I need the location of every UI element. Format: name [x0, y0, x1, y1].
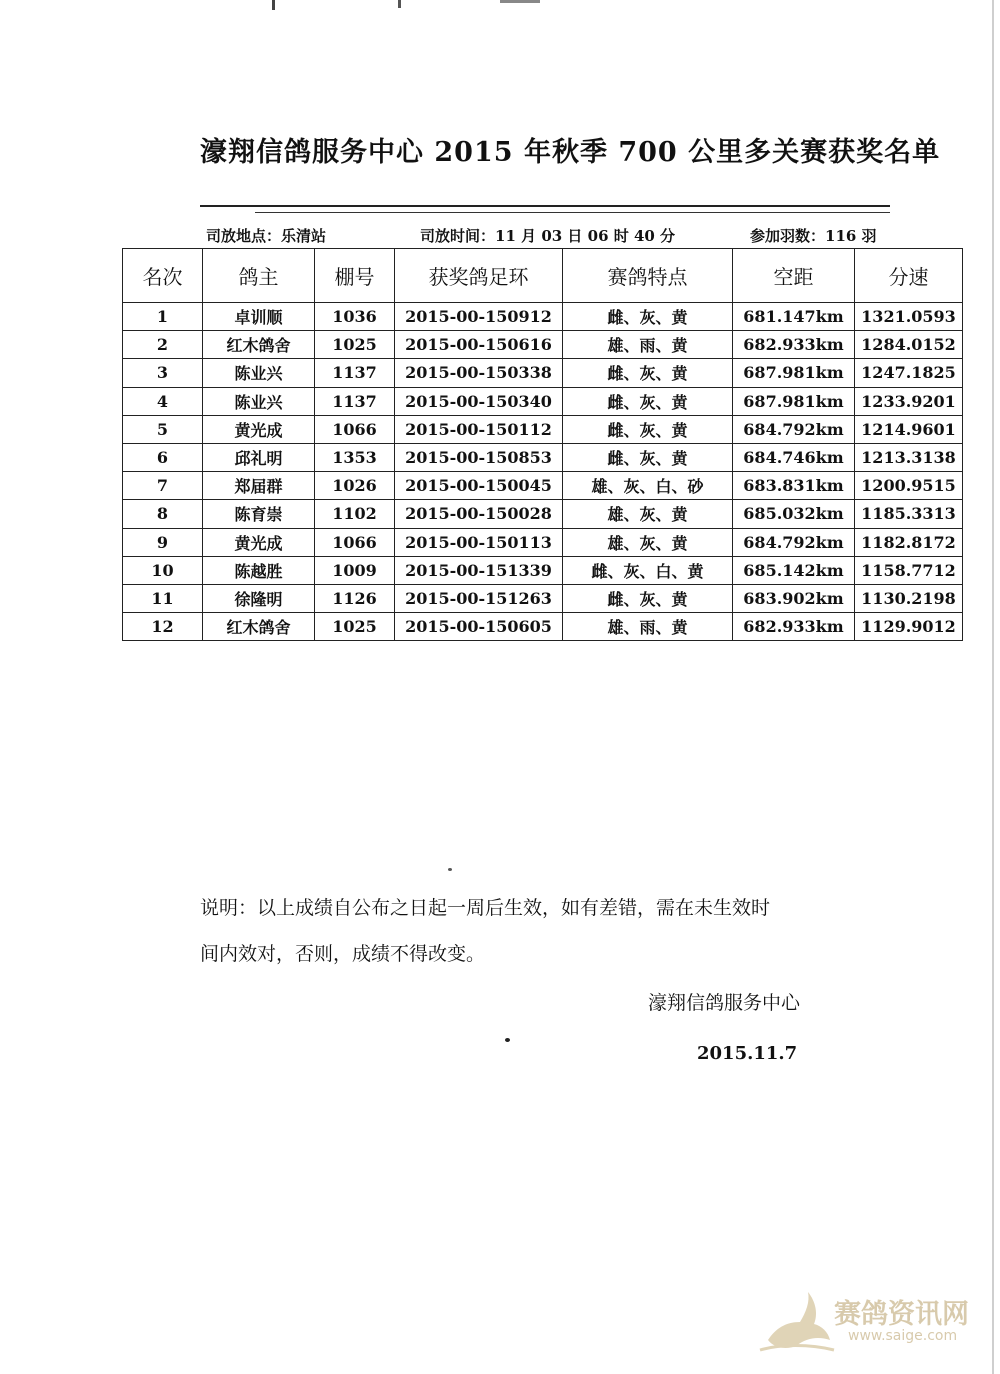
cell-distance: 681.147km: [733, 303, 855, 331]
cell-ring-number: 2015-00-150340: [395, 387, 563, 415]
cell-ring-number: 2015-00-150338: [395, 359, 563, 387]
note-line-1: 说明：以上成绩自公布之日起一周后生效，如有差错，需在未生效时: [200, 897, 771, 919]
cell-rank: 9: [123, 528, 203, 556]
cell-bird-traits: 雌、灰、黄: [563, 387, 733, 415]
cell-ring-number: 2015-00-150028: [395, 500, 563, 528]
table-row: [123, 500, 963, 528]
cell-owner: 徐隆明: [203, 584, 315, 612]
cell-speed: 1185.3313: [855, 500, 963, 528]
cell-rank: 11: [123, 584, 203, 612]
cell-bird-traits: 雄、雨、黄: [563, 331, 733, 359]
note-line-2: 间内效对，否则，成绩不得改变。: [200, 943, 486, 965]
table-row: [123, 613, 963, 641]
cell-bird-traits: 雌、灰、黄: [563, 359, 733, 387]
cell-rank: 12: [123, 613, 203, 641]
table-header-row: [123, 249, 963, 303]
cell-bird-traits: 雄、灰、黄: [563, 528, 733, 556]
release-site: 司放地点：乐清站: [206, 227, 327, 245]
cell-rank: 3: [123, 359, 203, 387]
cell-bird-traits: 雄、雨、黄: [563, 613, 733, 641]
header-ring-number: 获奖鸽足环: [395, 249, 563, 303]
cell-owner: 陈业兴: [203, 359, 315, 387]
header-owner: 鸽主: [203, 249, 315, 303]
table-row: [123, 359, 963, 387]
cell-bird-traits: 雌、灰、黄: [563, 443, 733, 471]
cell-bird-traits: 雌、灰、黄: [563, 584, 733, 612]
cell-rank: 4: [123, 387, 203, 415]
cell-owner: 红木鸽舍: [203, 613, 315, 641]
table-row: [123, 387, 963, 415]
cell-ring-number: 2015-00-150616: [395, 331, 563, 359]
header-loft-number: 棚号: [315, 249, 395, 303]
cell-distance: 687.981km: [733, 387, 855, 415]
table-row: [123, 303, 963, 331]
cell-loft-number: 1036: [315, 303, 395, 331]
cell-speed: 1200.9515: [855, 472, 963, 500]
cell-owner: 邱礼明: [203, 443, 315, 471]
table-row: [123, 584, 963, 612]
cell-speed: 1129.9012: [855, 613, 963, 641]
scan-edge: [992, 0, 994, 1374]
signer: 濠翔信鸽服务中心: [648, 992, 801, 1014]
cell-owner: 红木鸽舍: [203, 331, 315, 359]
cell-distance: 683.831km: [733, 472, 855, 500]
cell-speed: 1158.7712: [855, 556, 963, 584]
cell-loft-number: 1102: [315, 500, 395, 528]
cell-distance: 684.792km: [733, 528, 855, 556]
cell-bird-traits: 雄、灰、黄: [563, 500, 733, 528]
cell-bird-traits: 雌、灰、黄: [563, 415, 733, 443]
cell-rank: 1: [123, 303, 203, 331]
cell-loft-number: 1137: [315, 387, 395, 415]
title-divider: [200, 205, 890, 207]
cell-owner: 黄光成: [203, 415, 315, 443]
table-row: [123, 331, 963, 359]
cell-speed: 1233.9201: [855, 387, 963, 415]
cell-loft-number: 1126: [315, 584, 395, 612]
cell-loft-number: 1066: [315, 528, 395, 556]
table-body: [123, 303, 963, 641]
cell-speed: 1284.0152: [855, 331, 963, 359]
cell-owner: 黄光成: [203, 528, 315, 556]
cell-speed: 1214.9601: [855, 415, 963, 443]
cell-owner: 陈业兴: [203, 387, 315, 415]
cell-distance: 684.746km: [733, 443, 855, 471]
cell-ring-number: 2015-00-150853: [395, 443, 563, 471]
cell-ring-number: 2015-00-150045: [395, 472, 563, 500]
cell-rank: 10: [123, 556, 203, 584]
cell-loft-number: 1009: [315, 556, 395, 584]
release-time: 司放时间：11 月 03 日 06 时 40 分: [420, 227, 676, 245]
note: [200, 885, 900, 977]
cell-speed: 1321.0593: [855, 303, 963, 331]
cell-ring-number: 2015-00-151339: [395, 556, 563, 584]
issue-date: 2015.11.7: [697, 1043, 798, 1064]
cell-bird-traits: 雌、灰、黄: [563, 303, 733, 331]
scan-mark: [500, 0, 540, 3]
cell-loft-number: 1353: [315, 443, 395, 471]
cell-owner: 郑届群: [203, 472, 315, 500]
watermark-name: 赛鸽资讯网: [834, 1299, 969, 1330]
header-speed: 分速: [855, 249, 963, 303]
cell-ring-number: 2015-00-150112: [395, 415, 563, 443]
cell-ring-number: 2015-00-150605: [395, 613, 563, 641]
entry-count: 参加羽数：116 羽: [750, 227, 877, 245]
cell-owner: 卓训顺: [203, 303, 315, 331]
cell-ring-number: 2015-00-150912: [395, 303, 563, 331]
cell-distance: 684.792km: [733, 415, 855, 443]
cell-distance: 685.032km: [733, 500, 855, 528]
header-rank: 名次: [123, 249, 203, 303]
cell-distance: 682.933km: [733, 331, 855, 359]
scan-mark: [272, 0, 275, 10]
scan-mark: [398, 0, 401, 8]
watermark: [756, 1288, 976, 1358]
header-distance: 空距: [733, 249, 855, 303]
cell-loft-number: 1025: [315, 613, 395, 641]
cell-loft-number: 1066: [315, 415, 395, 443]
cell-rank: 2: [123, 331, 203, 359]
scan-speck: [505, 1038, 510, 1042]
cell-speed: 1213.3138: [855, 443, 963, 471]
cell-rank: 5: [123, 415, 203, 443]
watermark-url: www.saige.com: [848, 1328, 958, 1344]
cell-rank: 6: [123, 443, 203, 471]
table-row: [123, 528, 963, 556]
cell-ring-number: 2015-00-151263: [395, 584, 563, 612]
cell-bird-traits: 雌、灰、白、黄: [563, 556, 733, 584]
cell-ring-number: 2015-00-150113: [395, 528, 563, 556]
cell-distance: 685.142km: [733, 556, 855, 584]
cell-distance: 682.933km: [733, 613, 855, 641]
cell-loft-number: 1026: [315, 472, 395, 500]
cell-rank: 7: [123, 472, 203, 500]
cell-owner: 陈育崇: [203, 500, 315, 528]
cell-distance: 683.902km: [733, 584, 855, 612]
title-divider-thin: [255, 212, 890, 213]
pigeon-logo-icon: [756, 1288, 836, 1358]
cell-distance: 687.981km: [733, 359, 855, 387]
table-row: [123, 415, 963, 443]
cell-speed: 1247.1825: [855, 359, 963, 387]
scan-speck: [448, 868, 452, 871]
header-bird-traits: 赛鸽特点: [563, 249, 733, 303]
document-title: 濠翔信鸽服务中心 2015 年秋季 700 公里多关赛获奖名单: [200, 137, 941, 168]
results-table: [122, 248, 963, 641]
cell-loft-number: 1137: [315, 359, 395, 387]
cell-speed: 1130.2198: [855, 584, 963, 612]
cell-rank: 8: [123, 500, 203, 528]
cell-owner: 陈越胜: [203, 556, 315, 584]
cell-bird-traits: 雄、灰、白、砂: [563, 472, 733, 500]
table-row: [123, 443, 963, 471]
table-row: [123, 472, 963, 500]
cell-speed: 1182.8172: [855, 528, 963, 556]
cell-loft-number: 1025: [315, 331, 395, 359]
table-row: [123, 556, 963, 584]
